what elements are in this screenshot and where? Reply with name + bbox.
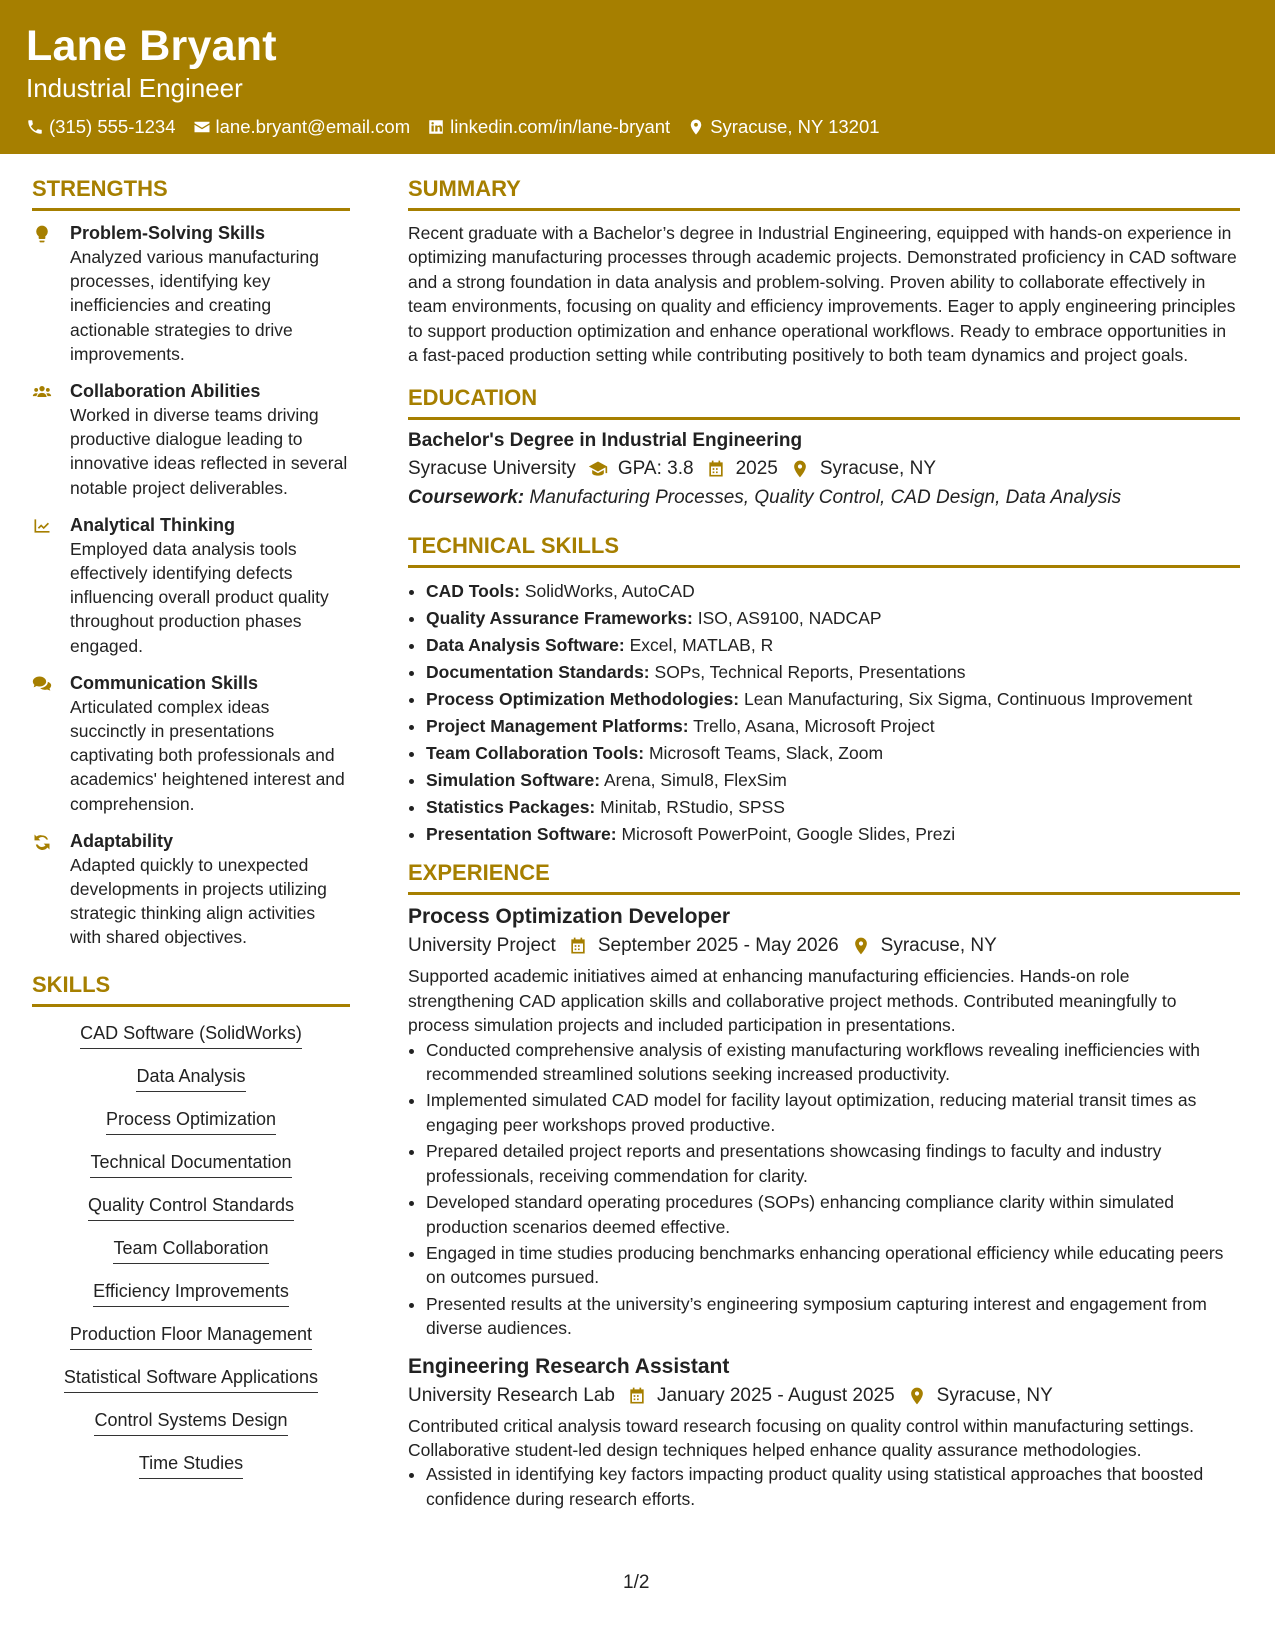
job-entry — [408, 905, 1240, 1340]
resume-header — [0, 0, 1275, 154]
technical-skill-item: • Data Analysis Software: Excel, MATLAB, R — [426, 632, 1240, 659]
education-year: 2025 — [735, 458, 778, 480]
contact-email-text: lane.bryant@email.com — [215, 116, 411, 137]
skill-tag: CAD Software (SolidWorks) — [80, 1023, 302, 1049]
education-coursework — [408, 487, 1240, 509]
skill-tag: Control Systems Design — [94, 1410, 287, 1436]
map-pin-icon — [851, 936, 871, 956]
job-bullet: • Implemented simulated CAD model for facility layout optimization, reducing material transit times as engaging peer workshops proved productive. — [426, 1088, 1240, 1137]
education-meta — [408, 458, 1240, 480]
technical-skills-list — [408, 578, 1240, 848]
map-pin-icon — [687, 118, 705, 136]
users-icon — [32, 382, 52, 402]
skill-tag: Data Analysis — [136, 1066, 245, 1092]
technical-skill-item: • CAD Tools: SolidWorks, AutoCAD — [426, 578, 1240, 605]
page-number: 1/2 — [623, 1572, 650, 1593]
skill-tag: Quality Control Standards — [88, 1195, 294, 1221]
skill-tag: Technical Documentation — [90, 1152, 291, 1178]
map-pin-icon — [790, 459, 810, 479]
contact-phone-text: (315) 555-1234 — [49, 116, 176, 137]
strength-item — [32, 379, 350, 500]
technical-skill-item: • Documentation Standards: SOPs, Technical Reports, Presentations — [426, 659, 1240, 686]
contact-linkedin[interactable] — [427, 116, 670, 138]
technical-skill-item: • Simulation Software: Arena, Simul8, FlexSim — [426, 767, 1240, 794]
job-bullet: • Developed standard operating procedures (SOPs) enhancing compliance clarity within simulated production scenarios deemed effective. — [426, 1190, 1240, 1239]
strength-description: Adapted quickly to unexpected developments in projects utilizing strategic thinking align activities with shared objectives. — [70, 854, 327, 948]
strength-item — [32, 671, 350, 816]
job-meta — [408, 1385, 1240, 1407]
strength-title: Communication Skills — [70, 672, 259, 693]
job-location: Syracuse, NY — [880, 935, 997, 957]
coursework-list: Manufacturing Processes, Quality Control, CAD Design, Data Analysis — [529, 487, 1122, 509]
skills-list — [32, 1017, 350, 1496]
strength-description: Articulated complex ideas succinctly in presentations captivating both professionals and academics' heightened interest and comprehension. — [70, 696, 345, 814]
strength-item — [32, 829, 350, 950]
skills-heading: SKILLS — [32, 972, 350, 1007]
envelope-icon — [193, 118, 211, 136]
strength-title: Collaboration Abilities — [70, 381, 261, 402]
contact-location — [687, 116, 879, 138]
job-meta — [408, 935, 1240, 957]
job-bullets — [408, 1038, 1240, 1341]
contact-email[interactable] — [193, 116, 411, 138]
summary-text: Recent graduate with a Bachelor’s degree in Industrial Engineering, equipped with hands-on experience in optimizing manufacturing processes through academic projects. Demonstrated proficiency in CAD software and a strong foundation in data analysis and problem-solving. Proven ability to collaborate effectively in team environments, focusing on quality and efficiency improvements. Eager to apply engineering principles to support production optimization and enhance operational workflows. Ready to embrace opportunities in a fast-paced production setting while contributing positively to both team dynamics and project goals. — [408, 223, 1237, 366]
phone-icon — [26, 118, 44, 136]
experience-heading: EXPERIENCE — [408, 860, 1240, 895]
skill-tag: Production Floor Management — [70, 1324, 312, 1350]
job-org: University Research Lab — [408, 1384, 615, 1406]
education-location: Syracuse, NY — [819, 458, 937, 480]
job-bullets — [408, 1462, 1240, 1511]
technical-skills-heading: TECHNICAL SKILLS — [408, 533, 1240, 568]
contact-bar — [26, 116, 897, 138]
lightbulb-icon — [32, 224, 52, 244]
job-title: Process Optimization Developer — [408, 905, 731, 929]
graduation-cap-icon — [588, 459, 608, 479]
technical-skill-item: • Process Optimization Methodologies: Lean Manufacturing, Six Sigma, Continuous Improvement — [426, 686, 1240, 713]
education-heading: EDUCATION — [408, 385, 1240, 420]
candidate-role: Industrial Engineer — [26, 73, 243, 103]
job-dates: January 2025 - August 2025 — [656, 1384, 895, 1406]
contact-linkedin-text: linkedin.com/in/lane-bryant — [450, 116, 671, 137]
calendar-icon — [627, 1386, 647, 1406]
strengths-heading: STRENGTHS — [32, 176, 350, 211]
job-org: University Project — [408, 935, 556, 957]
job-dates: September 2025 - May 2026 — [597, 935, 839, 957]
skill-tag: Efficiency Improvements — [93, 1281, 289, 1307]
left-column — [32, 176, 350, 1496]
strength-item — [32, 513, 350, 658]
job-description: Contributed critical analysis toward research focusing on quality control within manufacturing settings. Collaborative student-led design techniques helped enhance quality assurance methodologies. — [408, 1415, 1194, 1460]
strength-description: Worked in diverse teams driving productive dialogue leading to innovative ideas reflected in several notable project deliverables. — [70, 405, 348, 498]
candidate-name: Lane Bryant — [26, 22, 277, 70]
job-bullet: • Presented results at the university’s engineering symposium capturing interest and engagement from diverse audiences. — [426, 1292, 1240, 1341]
skill-tag: Statistical Software Applications — [64, 1367, 318, 1393]
skill-tag: Time Studies — [139, 1453, 243, 1479]
skill-tag: Process Optimization — [106, 1109, 276, 1135]
strength-title: Problem-Solving Skills — [70, 223, 266, 243]
chart-line-icon — [32, 516, 52, 536]
map-pin-icon — [907, 1386, 927, 1406]
strength-title: Analytical Thinking — [70, 514, 236, 535]
technical-skill-item: • Statistics Packages: Minitab, RStudio, SPSS — [426, 794, 1240, 821]
calendar-icon — [706, 459, 726, 479]
technical-skill-item: • Presentation Software: Microsoft PowerPoint, Google Slides, Prezi — [426, 821, 1240, 848]
calendar-icon — [568, 936, 588, 956]
job-bullet: • Prepared detailed project reports and presentations showcasing findings to faculty and industry professionals, receiving commendation for clarity. — [426, 1139, 1240, 1188]
technical-skill-item: • Quality Assurance Frameworks: ISO, AS9100, NADCAP — [426, 605, 1240, 632]
education-gpa: GPA: 3.8 — [617, 458, 694, 480]
technical-skill-item: • Team Collaboration Tools: Microsoft Teams, Slack, Zoom — [426, 740, 1240, 767]
summary-heading: SUMMARY — [408, 176, 1240, 211]
linkedin-icon — [427, 118, 445, 136]
contact-location-text: Syracuse, NY 13201 — [710, 116, 880, 137]
strength-description: Analyzed various manufacturing processes, identifying key inefficiencies and creating actionable strategies to drive improvements. — [70, 247, 320, 364]
strength-item — [32, 221, 350, 366]
right-column — [408, 176, 1240, 1525]
education-degree: Bachelor's Degree in Industrial Engineering — [408, 430, 803, 452]
job-entry — [408, 1355, 1240, 1512]
job-bullet: • Engaged in time studies producing benchmarks enhancing operational efficiency while educating peers on outcomes pursued. — [426, 1241, 1240, 1290]
job-title: Engineering Research Assistant — [408, 1354, 730, 1378]
comments-icon — [32, 674, 52, 694]
strength-title: Adaptability — [70, 830, 174, 851]
job-bullet: • Conducted comprehensive analysis of existing manufacturing workflows revealing inefficiencies with recommended streamlined solutions seeking increased productivity. — [426, 1038, 1240, 1087]
coursework-label: Coursework: — [408, 487, 525, 509]
job-location: Syracuse, NY — [936, 1384, 1053, 1406]
sync-icon — [32, 832, 52, 852]
education-school: Syracuse University — [408, 458, 576, 480]
technical-skill-item: • Project Management Platforms: Trello, Asana, Microsoft Project — [426, 713, 1240, 740]
contact-phone[interactable] — [26, 116, 176, 138]
strength-description: Employed data analysis tools effectively identifying defects influencing overall product quality throughout production phases engaged. — [70, 538, 329, 656]
job-description: Supported academic initiatives aimed at enhancing manufacturing efficiencies. Hands-on role strengthening CAD application skills and collaborative project methods. Contributed meaningfully to process simulation projects and included participation in presentations. — [408, 966, 1177, 1036]
job-bullet: • Assisted in identifying key factors impacting product quality using statistical approaches that boosted confidence during research efforts. — [426, 1462, 1240, 1511]
skill-tag: Team Collaboration — [113, 1238, 268, 1264]
